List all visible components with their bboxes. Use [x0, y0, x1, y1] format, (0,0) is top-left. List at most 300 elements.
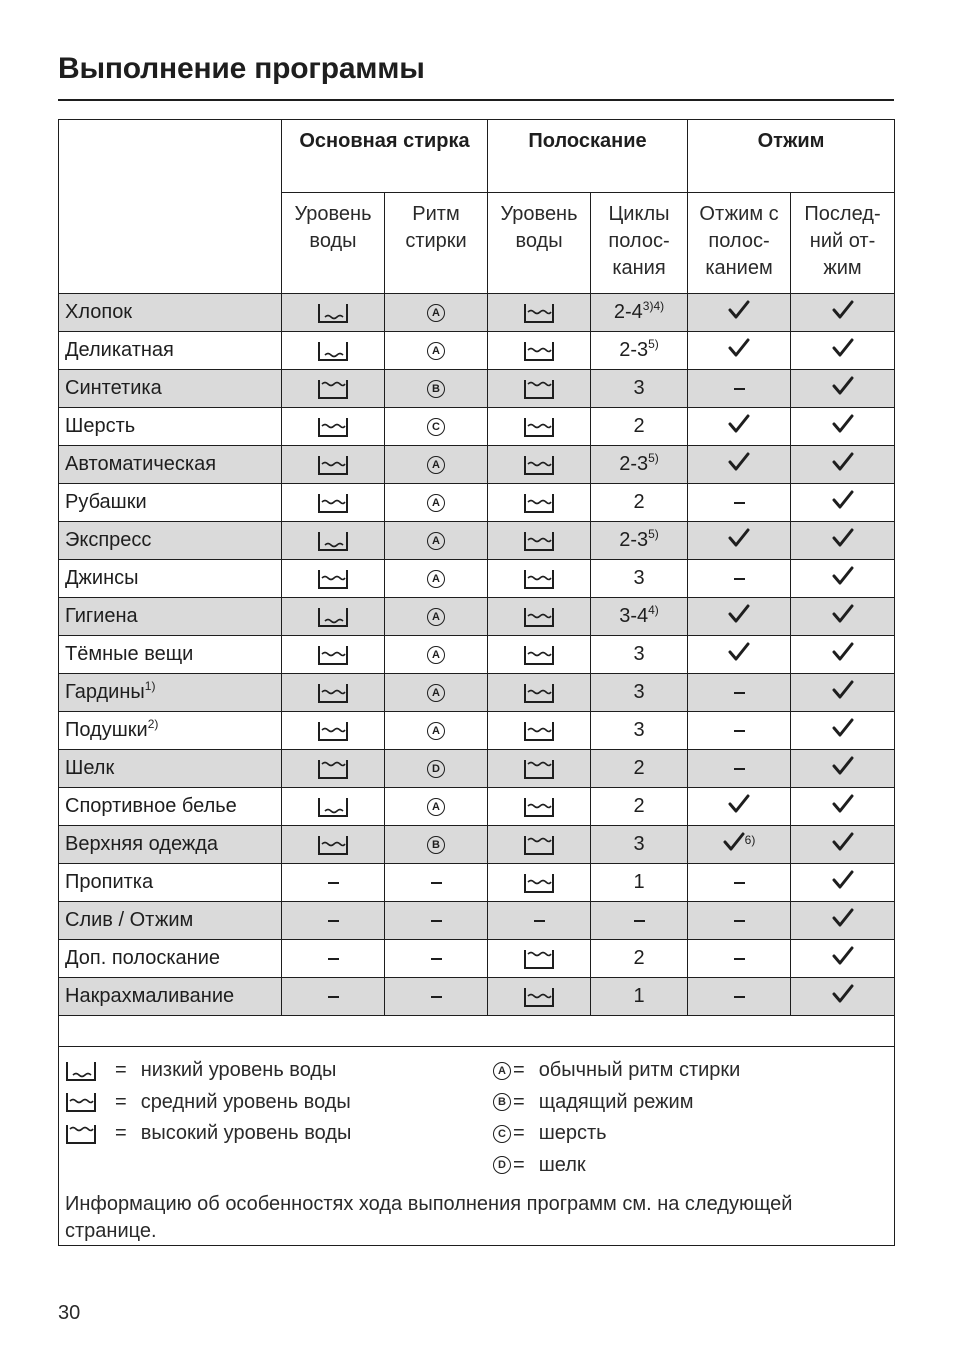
rinse-cycles-value: 2-4 [613, 301, 643, 323]
check-icon [832, 718, 854, 738]
rhythm-b-icon: B [427, 836, 445, 854]
check-icon [728, 338, 750, 358]
check-icon [832, 946, 854, 966]
legend-rhythm-a [493, 1055, 740, 1087]
rinse-cycles-cell [591, 484, 688, 522]
wash-rhythm-cell [385, 636, 488, 674]
rinse-level-cell [488, 370, 591, 408]
program-name: Тёмные вещи [59, 636, 282, 674]
rinse-cycles-cell [591, 788, 688, 826]
rinse-cycles-cell [591, 826, 688, 864]
check-icon [728, 794, 750, 814]
header-rinse-level: Уровень воды [488, 193, 591, 294]
rinse-cycles-cell [591, 598, 688, 636]
final-spin-cell [791, 712, 895, 750]
wash-rhythm-cell [385, 408, 488, 446]
rinse-cycles-value: 3 [633, 567, 645, 589]
legend-low-text: низкий уровень воды [140, 1059, 337, 1082]
check-icon [832, 566, 854, 586]
rinse-level-cell [488, 598, 591, 636]
check-icon [728, 528, 750, 548]
program-name: Доп. полоскание [59, 940, 282, 978]
spin-rinse-cell [688, 408, 791, 446]
legend-note: Информацию об особенностях хода выполнения программ см. на следующей странице. [65, 1193, 793, 1242]
wash-rhythm-cell [385, 788, 488, 826]
footnote-ref: 5) [648, 337, 659, 351]
rinse-level-cell [488, 712, 591, 750]
table-row [59, 408, 895, 446]
rinse-cycles-cell [591, 940, 688, 978]
legend-high-text: высокий уровень воды [140, 1122, 352, 1145]
program-name: Слив / Отжим [59, 902, 282, 940]
program-name: Накрахмаливание [59, 978, 282, 1016]
rinse-level-cell [488, 560, 591, 598]
rhythm-a-icon: A [427, 456, 445, 474]
rinse-cycles-value: 1 [633, 985, 645, 1007]
dash-cell [282, 902, 385, 940]
water-low-icon [317, 606, 349, 628]
water-mid-icon [317, 720, 349, 742]
water-mid-icon [317, 568, 349, 590]
page-title: Выполнение программы [58, 52, 425, 85]
rinse-cycles-value: 3 [633, 719, 645, 741]
water-low-icon [317, 796, 349, 818]
rinse-cycles-value: 2 [633, 947, 645, 969]
rhythm-a-icon: A [493, 1059, 511, 1082]
rhythm-a-icon: A [427, 532, 445, 550]
spin-rinse-cell [688, 636, 791, 674]
check-icon [832, 680, 854, 700]
legend-equals: = [115, 1090, 127, 1113]
footnote-ref: 6) [744, 832, 756, 847]
rhythm-a-icon: A [427, 570, 445, 588]
legend-c-text: шерсть [538, 1122, 607, 1145]
water-mid-icon [523, 492, 555, 514]
program-name: Рубашки [59, 484, 282, 522]
header-rinse-cycles: Циклы полос- кания [591, 193, 688, 294]
water-high-icon [523, 948, 555, 970]
spin-rinse-cell [688, 902, 791, 940]
wash-rhythm-cell [385, 370, 488, 408]
program-name: Подушки$^{2)}$ [59, 712, 282, 750]
rinse-cycles-cell [591, 674, 688, 712]
rinse-cycles-cell [591, 750, 688, 788]
water-high-icon [523, 758, 555, 780]
final-spin-cell [791, 674, 895, 712]
table-row [59, 446, 895, 484]
rinse-level-cell [488, 674, 591, 712]
rhythm-a-icon: A [427, 342, 445, 360]
wash-level-cell [282, 636, 385, 674]
rinse-cycles-value: 2 [633, 757, 645, 779]
rinse-level-cell [488, 864, 591, 902]
final-spin-cell [791, 788, 895, 826]
footnote-ref: 2) [147, 717, 159, 731]
program-name: Джинсы [59, 560, 282, 598]
legend-equals: = [513, 1059, 525, 1082]
check-icon [832, 832, 854, 852]
program-name: Шелк [59, 750, 282, 788]
table-row [59, 712, 895, 750]
final-spin-cell [791, 332, 895, 370]
final-spin-cell [791, 370, 895, 408]
check-icon [832, 794, 854, 814]
legend-equals: = [115, 1059, 127, 1082]
rinse-level-cell [488, 522, 591, 560]
wash-rhythm-cell [385, 522, 488, 560]
check-icon [832, 452, 854, 472]
table-row [59, 598, 895, 636]
rinse-cycles-value: 2-3 [619, 453, 649, 475]
legend-equals: = [513, 1153, 525, 1176]
rinse-cycles-value: 3 [633, 833, 645, 855]
table-row [59, 940, 895, 978]
table-spacer-row [59, 1016, 895, 1047]
water-mid-icon [523, 568, 555, 590]
legend-low [65, 1055, 351, 1087]
rhythm-a-icon: A [427, 608, 445, 626]
spin-rinse-cell [688, 826, 791, 864]
rinse-cycles-value: 2-3 [619, 339, 649, 361]
rinse-cycles-cell [591, 522, 688, 560]
program-name: Гигиена [59, 598, 282, 636]
water-low-icon [317, 340, 349, 362]
water-mid-icon [523, 454, 555, 476]
wash-rhythm-cell [385, 484, 488, 522]
wash-level-cell [282, 408, 385, 446]
wash-level-cell [282, 560, 385, 598]
dash-cell [488, 902, 591, 940]
wash-level-cell [282, 370, 385, 408]
rinse-level-cell [488, 826, 591, 864]
footnote-ref: 1) [144, 679, 156, 693]
spin-rinse-cell [688, 788, 791, 826]
legend-mid [65, 1087, 351, 1119]
final-spin-cell [791, 978, 895, 1016]
dash-cell [282, 978, 385, 1016]
legend-d-text: шелк [538, 1153, 586, 1176]
rinse-cycles-value: 2-3 [619, 529, 649, 551]
check-icon [832, 414, 854, 434]
rinse-level-cell [488, 446, 591, 484]
water-mid-icon [523, 720, 555, 742]
table-row [59, 826, 895, 864]
spin-rinse-cell [688, 674, 791, 712]
final-spin-cell [791, 636, 895, 674]
check-icon [723, 832, 745, 852]
program-name: Синтетика [59, 370, 282, 408]
page-number: 30 [58, 1302, 81, 1324]
legend-equals: = [115, 1122, 127, 1145]
legend-equals: = [513, 1090, 525, 1113]
check-icon [832, 870, 854, 890]
water-high-icon [523, 378, 555, 400]
table-row [59, 636, 895, 674]
check-icon [728, 604, 750, 624]
final-spin-cell [791, 560, 895, 598]
title-divider [58, 99, 894, 101]
rinse-cycles-cell [591, 902, 688, 940]
table-row [59, 560, 895, 598]
legend-b-text: щадящий режим [538, 1090, 694, 1113]
rinse-cycles-cell [591, 712, 688, 750]
rinse-level-cell [488, 940, 591, 978]
footnote-ref: 5) [648, 527, 659, 541]
rhythm-a-icon: A [427, 798, 445, 816]
final-spin-cell [791, 864, 895, 902]
dash-cell [385, 940, 488, 978]
program-table [58, 119, 895, 1246]
wash-level-cell [282, 294, 385, 332]
rinse-level-cell [488, 294, 591, 332]
rinse-cycles-cell [591, 636, 688, 674]
wash-level-cell [282, 788, 385, 826]
spin-rinse-cell [688, 750, 791, 788]
rinse-cycles-value: 3 [633, 681, 645, 703]
water-mid-icon [523, 796, 555, 818]
legend [59, 1047, 895, 1246]
rinse-cycles-value: 1 [633, 871, 645, 893]
wash-level-cell [282, 598, 385, 636]
program-name: Автоматическая [59, 446, 282, 484]
header-rinse: Полоскание [488, 120, 688, 193]
water-mid-icon [317, 682, 349, 704]
water-low-icon [65, 1059, 97, 1082]
water-mid-icon [523, 872, 555, 894]
rhythm-a-icon: A [427, 684, 445, 702]
water-mid-icon [523, 644, 555, 666]
spin-rinse-cell [688, 560, 791, 598]
water-low-icon [317, 302, 349, 324]
water-mid-icon [317, 834, 349, 856]
final-spin-cell [791, 294, 895, 332]
table-row [59, 750, 895, 788]
wash-rhythm-cell [385, 294, 488, 332]
wash-rhythm-cell [385, 712, 488, 750]
legend-rhythm-d [493, 1150, 740, 1182]
footnote-ref: 4) [648, 603, 659, 617]
spin-rinse-cell [688, 484, 791, 522]
water-mid-icon [523, 416, 555, 438]
table-row [59, 332, 895, 370]
water-high-icon [65, 1122, 97, 1145]
wash-rhythm-cell [385, 750, 488, 788]
water-mid-icon [523, 606, 555, 628]
wash-level-cell [282, 674, 385, 712]
water-mid-icon [317, 416, 349, 438]
footnote-ref: 3)4) [642, 299, 665, 313]
final-spin-cell [791, 446, 895, 484]
water-mid-icon [523, 682, 555, 704]
check-icon [832, 376, 854, 396]
spin-rinse-cell [688, 712, 791, 750]
legend-row [59, 1047, 895, 1246]
final-spin-cell [791, 750, 895, 788]
table-row [59, 674, 895, 712]
water-mid-icon [317, 644, 349, 666]
water-high-icon [317, 758, 349, 780]
water-high-icon [317, 378, 349, 400]
rinse-cycles-cell [591, 864, 688, 902]
table-row [59, 978, 895, 1016]
rhythm-b-icon: B [493, 1091, 511, 1114]
check-icon [832, 984, 854, 1004]
dash-cell [282, 940, 385, 978]
header-final-spin: Послед- ний от- жим [791, 193, 895, 294]
spin-rinse-cell [688, 332, 791, 370]
table-row [59, 370, 895, 408]
final-spin-cell [791, 484, 895, 522]
rinse-cycles-value: 3-4 [619, 605, 649, 627]
rinse-level-cell [488, 978, 591, 1016]
program-name: Верхняя одежда [59, 826, 282, 864]
rinse-cycles-value: 2 [633, 415, 645, 437]
table-row [59, 294, 895, 332]
rhythm-a-icon: A [427, 304, 445, 322]
wash-level-cell [282, 522, 385, 560]
table-row [59, 788, 895, 826]
wash-level-cell [282, 484, 385, 522]
rinse-level-cell [488, 788, 591, 826]
check-icon [832, 528, 854, 548]
check-icon [832, 642, 854, 662]
wash-rhythm-cell [385, 826, 488, 864]
rinse-cycles-cell [591, 560, 688, 598]
final-spin-cell [791, 826, 895, 864]
header-main-wash: Основная стирка [282, 120, 488, 193]
spin-rinse-cell [688, 598, 791, 636]
rhythm-a-icon: A [427, 722, 445, 740]
check-icon [728, 642, 750, 662]
program-name: Спортивное белье [59, 788, 282, 826]
check-icon [832, 604, 854, 624]
program-name: Деликатная [59, 332, 282, 370]
check-icon [728, 300, 750, 320]
wash-level-cell [282, 332, 385, 370]
rinse-cycles-value: 3 [633, 377, 645, 399]
rhythm-c-icon: C [427, 418, 445, 436]
rhythm-d-icon: D [493, 1154, 511, 1177]
spin-rinse-cell [688, 940, 791, 978]
wash-level-cell [282, 750, 385, 788]
wash-rhythm-cell [385, 446, 488, 484]
table-row [59, 902, 895, 940]
final-spin-cell [791, 940, 895, 978]
rhythm-a-icon: A [427, 494, 445, 512]
legend-rhythm-c [493, 1118, 740, 1150]
header-spin: Отжим [688, 120, 895, 193]
spin-rinse-cell [688, 522, 791, 560]
water-mid-icon [523, 340, 555, 362]
program-name: Гардины$^{1)}$ [59, 674, 282, 712]
program-name: Пропитка [59, 864, 282, 902]
wash-rhythm-cell [385, 332, 488, 370]
rinse-cycles-cell [591, 332, 688, 370]
wash-rhythm-cell [385, 598, 488, 636]
table-row [59, 522, 895, 560]
check-icon [728, 452, 750, 472]
header-spin-rinse: Отжим с полос- канием [688, 193, 791, 294]
legend-high [65, 1118, 351, 1150]
rinse-cycles-cell [591, 294, 688, 332]
check-icon [728, 414, 750, 434]
final-spin-cell [791, 598, 895, 636]
check-icon [832, 908, 854, 928]
rinse-level-cell [488, 750, 591, 788]
header-water-level: Уровень воды [282, 193, 385, 294]
wash-level-cell [282, 446, 385, 484]
legend-mid-text: средний уровень воды [140, 1090, 351, 1113]
final-spin-cell [791, 902, 895, 940]
rinse-level-cell [488, 636, 591, 674]
spin-rinse-cell [688, 978, 791, 1016]
wash-rhythm-cell [385, 560, 488, 598]
rinse-level-cell [488, 484, 591, 522]
wash-level-cell [282, 826, 385, 864]
spin-rinse-cell [688, 864, 791, 902]
dash-cell [385, 978, 488, 1016]
table-row [59, 864, 895, 902]
legend-equals: = [513, 1122, 525, 1145]
dash-cell [385, 864, 488, 902]
water-mid-icon [317, 454, 349, 476]
rinse-cycles-cell [591, 370, 688, 408]
rhythm-d-icon: D [427, 760, 445, 778]
wash-rhythm-cell [385, 674, 488, 712]
rinse-cycles-cell [591, 446, 688, 484]
check-icon [832, 338, 854, 358]
water-mid-icon [523, 986, 555, 1008]
water-mid-icon [523, 530, 555, 552]
spin-rinse-cell [688, 294, 791, 332]
footnote-ref: 5) [648, 451, 659, 465]
rhythm-b-icon: B [427, 380, 445, 398]
check-icon [832, 300, 854, 320]
wash-level-cell [282, 712, 385, 750]
rhythm-c-icon: C [493, 1122, 511, 1145]
water-low-icon [317, 530, 349, 552]
check-icon [832, 756, 854, 776]
legend-a-text: обычный ритм стирки [538, 1059, 741, 1082]
water-high-icon [523, 834, 555, 856]
rinse-cycles-value: 3 [633, 643, 645, 665]
check-icon [832, 490, 854, 510]
dash-cell [385, 902, 488, 940]
table-row [59, 484, 895, 522]
dash-cell [282, 864, 385, 902]
program-name: Хлопок [59, 294, 282, 332]
final-spin-cell [791, 408, 895, 446]
water-mid-icon [317, 492, 349, 514]
rinse-cycles-cell [591, 408, 688, 446]
program-name: Экспресс [59, 522, 282, 560]
water-mid-icon [523, 302, 555, 324]
program-name: Шерсть [59, 408, 282, 446]
water-mid-icon [65, 1091, 97, 1114]
spin-rinse-cell [688, 446, 791, 484]
rinse-cycles-cell [591, 978, 688, 1016]
final-spin-cell [791, 522, 895, 560]
rinse-level-cell [488, 408, 591, 446]
header-group-row [59, 120, 895, 193]
rhythm-a-icon: A [427, 646, 445, 664]
rinse-cycles-value: 2 [633, 795, 645, 817]
rinse-cycles-value: 2 [633, 491, 645, 513]
rinse-level-cell [488, 332, 591, 370]
header-wash-rhythm: Ритм стирки [385, 193, 488, 294]
spin-rinse-cell [688, 370, 791, 408]
legend-rhythm-b [493, 1087, 740, 1119]
